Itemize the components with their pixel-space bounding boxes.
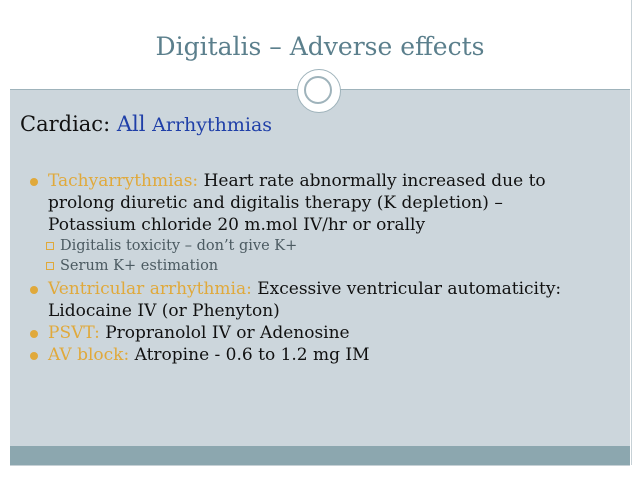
footer-line [10,465,630,466]
bullet-item-av-block [30,344,620,366]
square-bullet-icon [46,242,54,250]
bullet-line: Lidocaine IV (or Phenyton) [48,301,280,321]
bullet-line: prolong diuretic and digitalis therapy (K depletion) – [48,193,503,213]
bullet-key: Ventricular arrhythmia: [48,279,252,299]
bullet-text: Excessive ventricular automaticity: [257,279,562,299]
sub-bullet-item [30,256,620,276]
bullet-key: PSVT: [48,323,100,343]
slide-title: Digitalis – Adverse effects [155,32,485,61]
bullet-item-psvt [30,322,620,344]
divider-ornament-inner-icon [304,76,332,104]
section-heading [20,112,272,136]
bullet-item-ventricular-arrhythmia [30,278,620,322]
bullet-text: Heart rate abnormally increased due to [203,171,546,191]
footer-band [10,446,630,465]
sub-bullet-text: Digitalis toxicity – don’t give K+ [60,238,298,254]
bullet-icon [30,286,38,294]
bullet-text: Propranolol IV or Adenosine [105,323,350,343]
bullet-icon [30,178,38,186]
bullet-item-tachyarrythmias [30,170,620,236]
bullet-text: Atropine - 0.6 to 1.2 mg IM [134,345,370,365]
bullet-icon [30,352,38,360]
bullet-key: Tachyarrythmias: [48,171,199,191]
section-heading-label: Cardiac: [20,112,111,136]
section-heading-rest: Arrhythmias [152,114,273,136]
square-bullet-icon [46,262,54,270]
sub-bullet-text: Serum K+ estimation [60,258,219,274]
bullet-key: AV block: [48,345,130,365]
bullet-icon [30,330,38,338]
sub-bullet-item [30,236,620,256]
bullet-line: Potassium chloride 20 m.mol IV/hr or orally [48,215,426,235]
section-heading-emphasis: All [116,112,146,136]
bullet-list [30,170,620,366]
